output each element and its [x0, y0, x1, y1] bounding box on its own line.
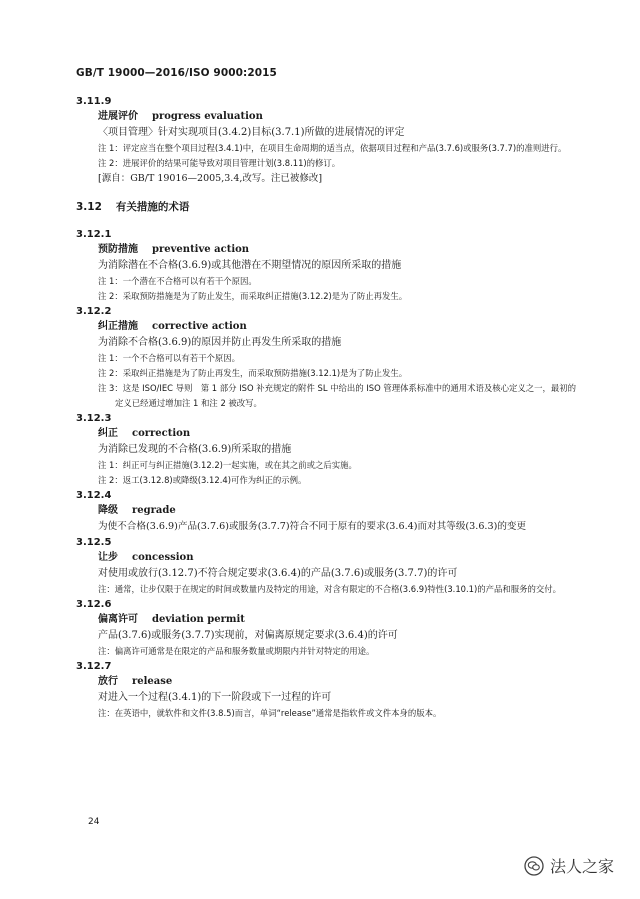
term-definition: 为消除不合格(3.6.9)的原因并防止再发生所采取的措施: [98, 337, 342, 348]
term-heading: [98, 503, 576, 519]
term-note: 注：在英语中，就软件和文件(3.8.5)而言，单词“release”通常是指软件或文件本身的版本。: [98, 708, 442, 718]
watermark-text: 法人之家: [549, 857, 614, 876]
term-entry: [76, 535, 576, 597]
page-header: GB/T 19000—2016/ISO 9000:2015: [76, 67, 277, 79]
term-note: 注 2：采取预防措施是为了防止发生，而采取纠正措施(3.12.2)是为了防止再发生。: [98, 291, 408, 301]
entry-number: 3.12.4: [76, 490, 112, 501]
term-heading: [98, 319, 576, 335]
entry-number: 3.12.7: [76, 661, 112, 672]
term-heading: [98, 242, 576, 258]
term-zh: 偏离许可: [98, 614, 138, 625]
term-definition: 对使用或放行(3.12.7)不符合规定要求(3.6.4)的产品(3.7.6)或服务(3.7.7)的许可: [98, 568, 458, 579]
entry-number: 3.12.6: [76, 599, 112, 610]
term-zh: 降级: [98, 505, 118, 516]
wechat-logo-icon: [524, 856, 544, 876]
term-heading: [98, 674, 576, 690]
entry-number: 3.12.3: [76, 413, 112, 424]
term-entry: [76, 659, 576, 721]
section-title: [76, 199, 576, 215]
term-zh: 纠正: [98, 428, 118, 439]
term-entry: [76, 227, 576, 304]
term-entry: [76, 94, 576, 187]
page-number: 24: [88, 817, 100, 827]
term-en: corrective action: [152, 321, 247, 332]
entry-number: 3.11.9: [76, 96, 112, 107]
term-note: 注 2：返工(3.12.8)或降级(3.12.4)可作为纠正的示例。: [98, 475, 307, 485]
document-body: [76, 94, 576, 721]
term-en: regrade: [132, 505, 176, 516]
term-zh: 让步: [98, 552, 118, 563]
term-definition: 〈项目管理〉针对实现项目(3.4.2)目标(3.7.1)所做的进展情况的评定: [98, 127, 405, 138]
term-source: [源自：GB/T 19016—2005,3.4,改写。注已被修改]: [98, 173, 323, 184]
term-zh: 放行: [98, 676, 118, 687]
section-number: 3.12: [76, 201, 102, 213]
term-en: concession: [132, 552, 194, 563]
term-note: 注：通常，让步仅限于在规定的时间或数量内及特定的用途，对含有限定的不合格(3.6.9)特性(3.10.1)的产品和服务的交付。: [98, 584, 562, 594]
term-en: correction: [132, 428, 191, 439]
term-note: 注 3：这是 ISO/IEC 导则 第 1 部分 ISO 补充规定的附件 SL 中给出的 ISO 管理体系标准中的通用术语及核心定义之一，最初的定义已经通过增加注 1 和注 2 被改写。: [98, 383, 576, 408]
term-definition: 为使不合格(3.6.9)产品(3.7.6)或服务(3.7.7)符合不同于原有的要求(3.6.4)而对其等级(3.6.3)的变更: [98, 521, 527, 532]
term-entry: [76, 488, 576, 535]
term-note: 注 1：一个潜在不合格可以有若干个原因。: [98, 276, 257, 286]
term-note: 注 1：一个不合格可以有若干个原因。: [98, 353, 240, 363]
term-en: deviation permit: [152, 614, 245, 625]
term-entry: [76, 597, 576, 659]
term-en: preventive action: [152, 244, 250, 255]
term-heading: [98, 550, 576, 566]
section-heading: 有关措施的术语: [115, 201, 190, 213]
term-heading: [98, 109, 576, 125]
term-zh: 进展评价: [98, 111, 138, 122]
term-definition: 为消除潜在不合格(3.6.9)或其他潜在不期望情况的原因所采取的措施: [98, 260, 402, 271]
term-note: 注：偏离许可通常是在限定的产品和服务数量或期限内并针对特定的用途。: [98, 646, 375, 656]
term-note: 注 2：采取纠正措施是为了防止再发生，而采取预防措施(3.12.1)是为了防止发生。: [98, 368, 408, 378]
term-heading: [98, 612, 576, 628]
term-en: release: [132, 676, 173, 687]
term-definition: 产品(3.7.6)或服务(3.7.7)实现前，对偏离原规定要求(3.6.4)的许可: [98, 630, 398, 641]
term-heading: [98, 426, 576, 442]
entry-number: 3.12.1: [76, 229, 112, 240]
term-entry: [76, 411, 576, 488]
term-zh: 预防措施: [98, 244, 138, 255]
term-en: progress evaluation: [152, 111, 263, 122]
term-note: 注 1：评定应当在整个项目过程(3.4.1)中，在项目生命周期的适当点，依据项目过程和产品(3.7.6)或服务(3.7.7)的准则进行。: [98, 143, 567, 153]
term-definition: 为消除已发现的不合格(3.6.9)所采取的措施: [98, 444, 292, 455]
term-definition: 对进入一个过程(3.4.1)的下一阶段或下一过程的许可: [98, 692, 332, 703]
term-entry: [76, 304, 576, 411]
watermark: [524, 854, 614, 877]
entry-number: 3.12.5: [76, 537, 112, 548]
term-note: 注 2：进展评价的结果可能导致对项目管理计划(3.8.11)的修订。: [98, 158, 341, 168]
term-zh: 纠正措施: [98, 321, 138, 332]
term-note: 注 1：纠正可与纠正措施(3.12.2)一起实施，或在其之前或之后实施。: [98, 460, 357, 470]
entry-number: 3.12.2: [76, 306, 112, 317]
